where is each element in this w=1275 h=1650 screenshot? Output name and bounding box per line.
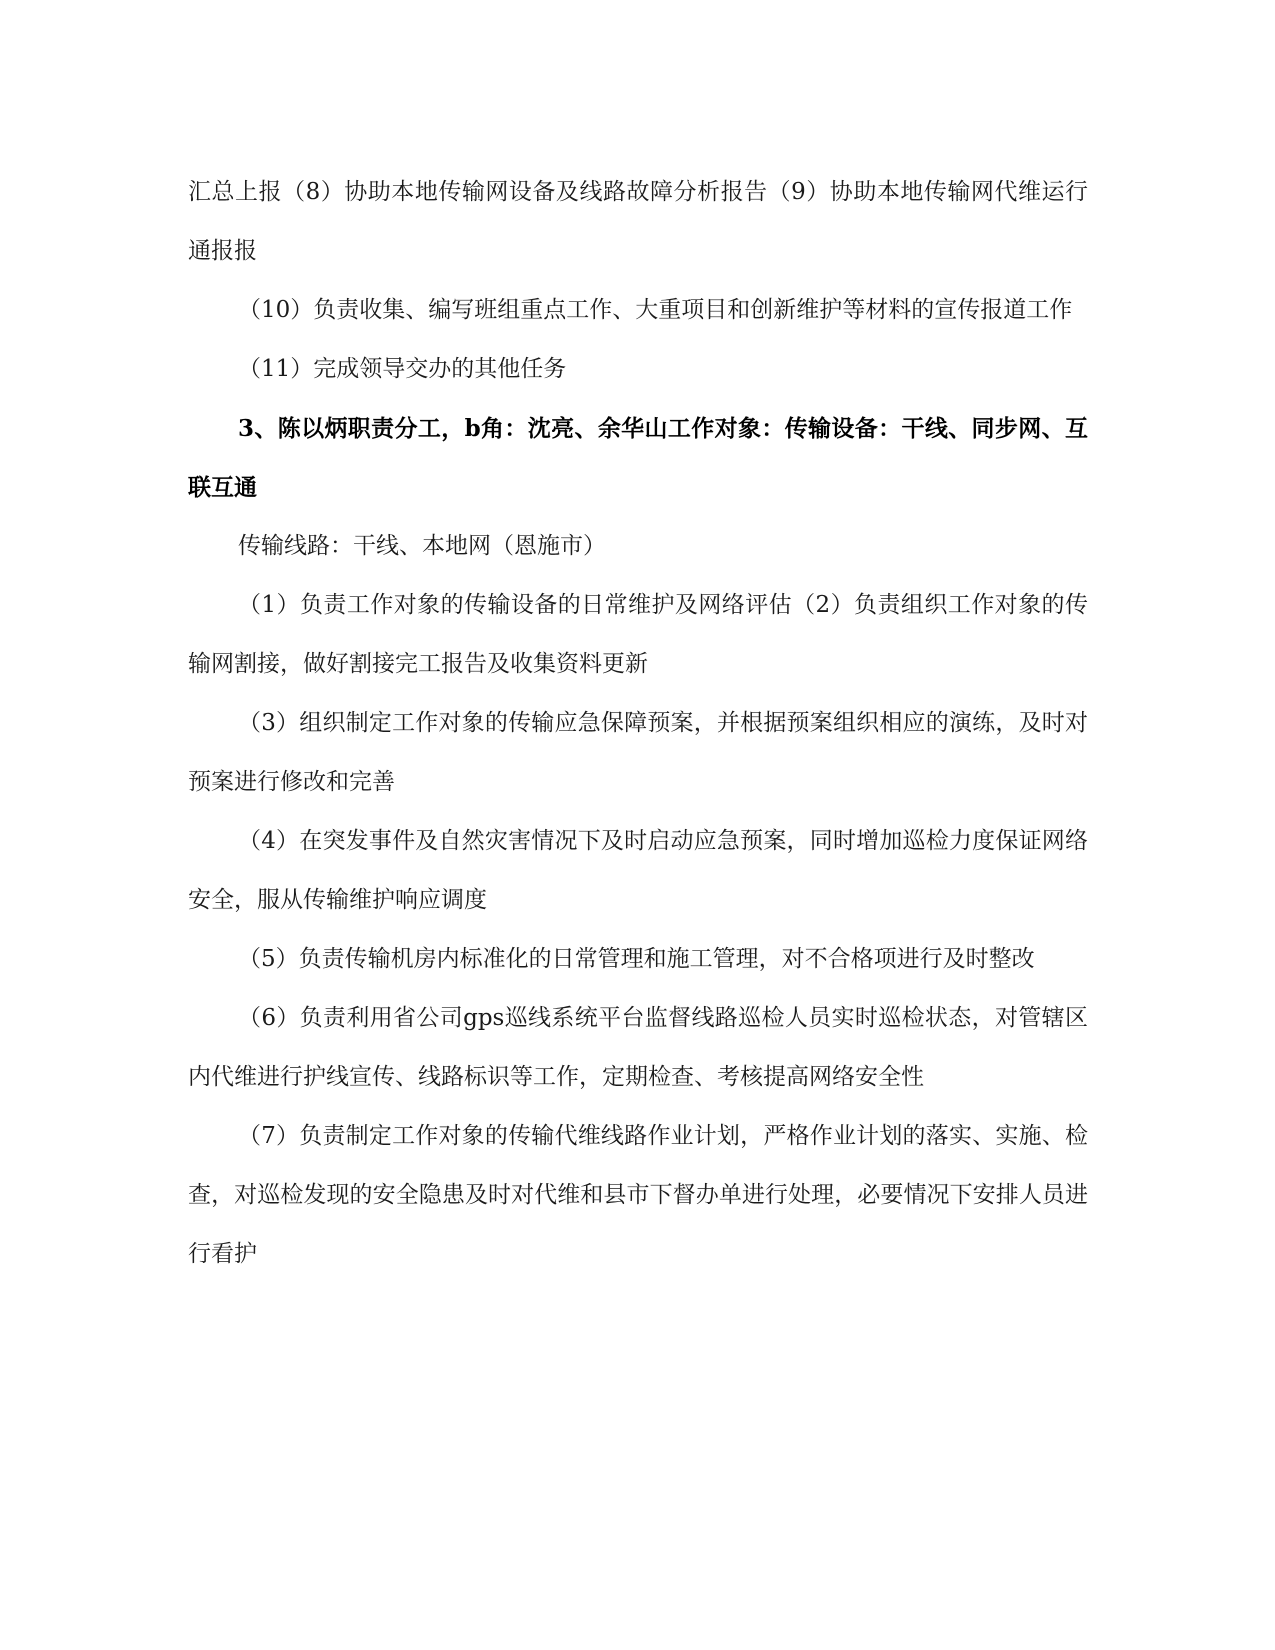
paragraph-report-summary: 汇总上报（8）协助本地传输网设备及线路故障分析报告（9）协助本地传输网代维运行通报报 xyxy=(188,179,1088,264)
paragraph-item-7: （7）负责制定工作对象的传输代维线路作业计划，严格作业计划的落实、实施、检查，对巡检发现的安全隐患及时对代维和县市下督办单进行处理，必要情况下安排人员进行看护 xyxy=(188,1123,1088,1267)
paragraph-item-3: （3）组织制定工作对象的传输应急保障预案，并根据预案组织相应的演练，及时对预案进行修改和完善 xyxy=(188,710,1088,795)
paragraph-item-6: （6）负责利用省公司gps巡线系统平台监督线路巡检人员实时巡检状态，对管辖区内代维进行护线宣传、线路标识等工作，定期检查、考核提高网络安全性 xyxy=(188,1005,1088,1090)
section-heading-3: 3、陈以炳职责分工，b角：沈亮、余华山工作对象：传输设备：干线、同步网、互联互通 xyxy=(188,415,1088,501)
document-body xyxy=(188,163,1088,1284)
paragraph-item-4: （4）在突发事件及自然灾害情况下及时启动应急预案，同时增加巡检力度保证网络安全，服从传输维护响应调度 xyxy=(188,828,1088,913)
paragraph-item-10: （10）负责收集、编写班组重点工作、大重项目和创新维护等材料的宣传报道工作 xyxy=(238,297,1073,323)
paragraph-item-5: （5）负责传输机房内标准化的日常管理和施工管理，对不合格项进行及时整改 xyxy=(238,946,1035,972)
paragraph-item-1-2: （1）负责工作对象的传输设备的日常维护及网络评估（2）负责组织工作对象的传输网割接，做好割接完工报告及收集资料更新 xyxy=(188,592,1088,677)
paragraph-item-11: （11）完成领导交办的其他任务 xyxy=(238,356,567,382)
paragraph-transmission-lines: 传输线路：干线、本地网（恩施市） xyxy=(238,533,606,559)
